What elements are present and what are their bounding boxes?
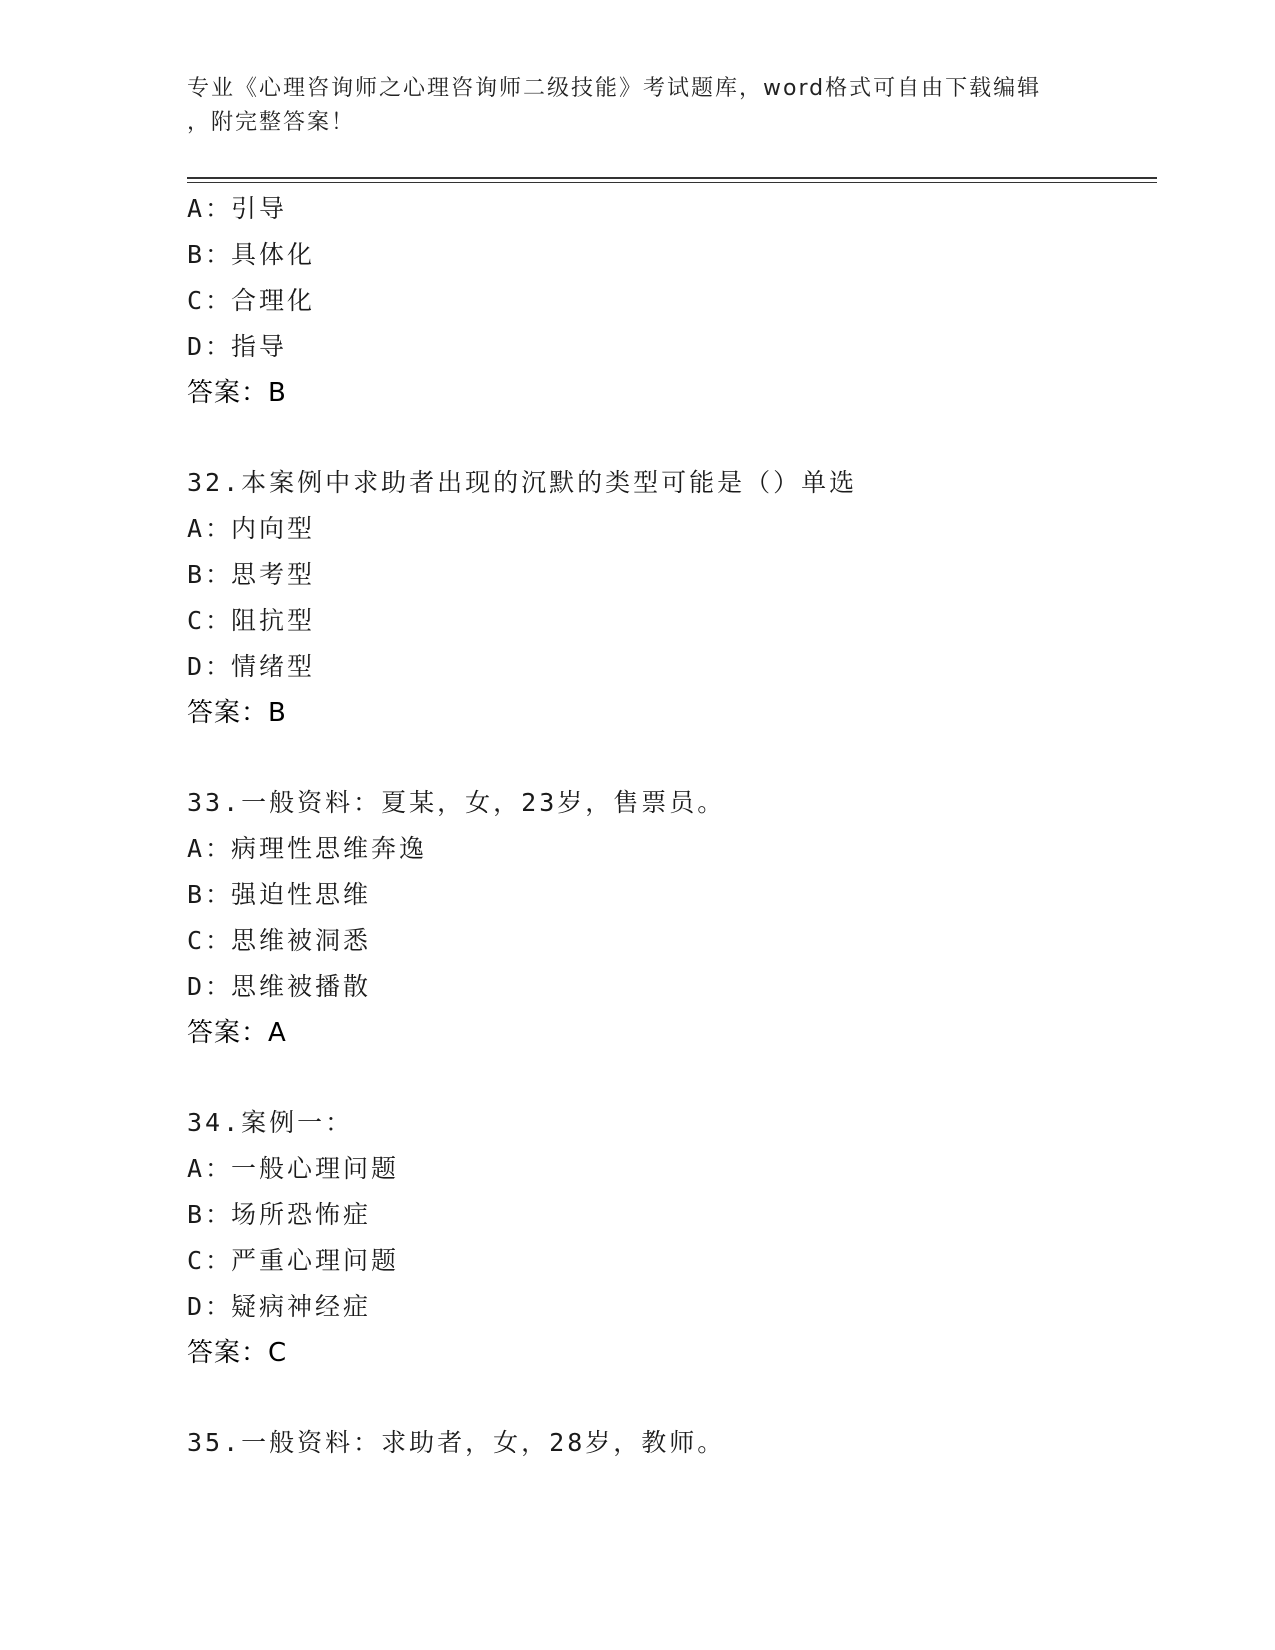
question-stem: 35.一般资料：求助者，女，28岁，教师。 [187, 1428, 726, 1457]
option-text: 阻抗型 [231, 606, 316, 635]
option-key: C： [187, 926, 234, 955]
option-key: A： [187, 1154, 234, 1183]
option-text: 病理性思维奔逸 [231, 834, 428, 863]
header-rule-thick [187, 177, 1157, 179]
option-text: 引导 [231, 194, 288, 223]
question-32 [187, 460, 1147, 736]
option-text: 合理化 [231, 286, 316, 315]
option-text: 场所恐怖症 [231, 1200, 372, 1229]
option-d [187, 644, 1147, 690]
option-key: A： [187, 514, 234, 543]
header-line-2: ，附完整答案！ [187, 110, 356, 135]
spacer [187, 1056, 1147, 1100]
question-stem: 33.一般资料：夏某，女，23岁，售票员。 [187, 788, 726, 817]
option-key: D： [187, 1292, 234, 1321]
option-text: 思维被播散 [231, 972, 372, 1001]
option-key: B： [187, 560, 234, 589]
option-key: A： [187, 194, 234, 223]
answer-line: 答案：B [187, 378, 287, 408]
option-text: 指导 [231, 332, 288, 361]
option-key: B： [187, 240, 234, 269]
spacer [187, 1376, 1147, 1420]
question-33 [187, 780, 1147, 1056]
option-c [187, 1238, 1147, 1284]
option-text: 思考型 [231, 560, 316, 589]
option-c [187, 598, 1147, 644]
question-35 [187, 1420, 1147, 1466]
answer-line: 答案：B [187, 698, 287, 728]
document-header [187, 72, 1087, 140]
option-text: 强迫性思维 [231, 880, 372, 909]
option-b [187, 232, 1147, 278]
question-31 [187, 186, 1147, 416]
option-key: C： [187, 286, 234, 315]
spacer [187, 736, 1147, 780]
question-stem: 32.本案例中求助者出现的沉默的类型可能是（）单选 [187, 468, 858, 497]
question-34 [187, 1100, 1147, 1376]
option-text: 情绪型 [231, 652, 316, 681]
option-text: 疑病神经症 [231, 1292, 372, 1321]
answer-line: 答案：C [187, 1338, 288, 1368]
option-key: D： [187, 332, 234, 361]
option-b [187, 1192, 1147, 1238]
option-key: D： [187, 652, 234, 681]
spacer [187, 416, 1147, 460]
question-list [187, 186, 1147, 1466]
option-key: D： [187, 972, 234, 1001]
option-a [187, 1146, 1147, 1192]
answer-line: 答案：A [187, 1018, 287, 1048]
option-b [187, 872, 1147, 918]
option-key: A： [187, 834, 234, 863]
option-key: B： [187, 1200, 234, 1229]
option-key: C： [187, 1246, 234, 1275]
option-d [187, 324, 1147, 370]
option-a [187, 506, 1147, 552]
option-key: B： [187, 880, 234, 909]
question-stem: 34.案例一： [187, 1108, 354, 1137]
option-text: 一般心理问题 [231, 1154, 400, 1183]
option-c [187, 278, 1147, 324]
header-rule-thin [187, 182, 1157, 183]
option-d [187, 1284, 1147, 1330]
option-c [187, 918, 1147, 964]
option-a [187, 186, 1147, 232]
option-text: 思维被洞悉 [231, 926, 372, 955]
option-key: C： [187, 606, 234, 635]
option-text: 具体化 [231, 240, 316, 269]
header-line-1: 专业《心理咨询师之心理咨询师二级技能》考试题库，word格式可自由下载编辑 [187, 76, 1042, 101]
option-a [187, 826, 1147, 872]
option-text: 严重心理问题 [231, 1246, 400, 1275]
option-d [187, 964, 1147, 1010]
option-b [187, 552, 1147, 598]
option-text: 内向型 [231, 514, 316, 543]
